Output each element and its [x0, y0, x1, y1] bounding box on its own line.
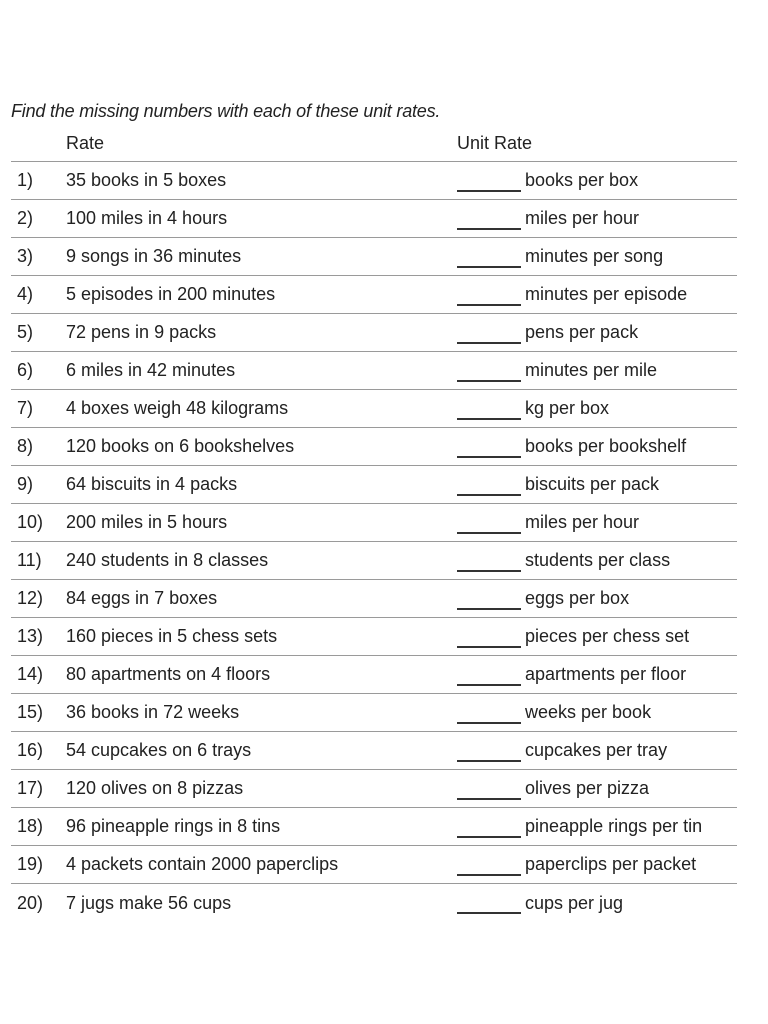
answer-blank[interactable]: [457, 628, 521, 648]
answer-blank[interactable]: [457, 210, 521, 230]
problem-rate: 160 pieces in 5 chess sets: [66, 626, 278, 646]
problem-number: 3): [17, 246, 34, 266]
unit-label: minutes per mile: [525, 360, 658, 380]
unit-rate-cell: [457, 512, 737, 533]
unit-label: pieces per chess set: [525, 626, 690, 646]
problem-row: [11, 694, 737, 732]
problem-rate: 35 books in 5 boxes: [66, 170, 227, 190]
unit-rate-cell: [457, 284, 737, 305]
problem-number: 20): [17, 892, 44, 913]
answer-blank[interactable]: [457, 742, 521, 762]
answer-blank[interactable]: [457, 894, 521, 914]
header-unit-rate: Unit Rate: [457, 133, 533, 153]
problem-row: [11, 162, 737, 200]
unit-label: biscuits per pack: [525, 474, 660, 494]
unit-label: students per class: [525, 550, 671, 570]
unit-label: weeks per book: [525, 702, 652, 722]
problem-rate: 240 students in 8 classes: [66, 550, 269, 570]
unit-label: minutes per song: [525, 246, 664, 266]
answer-blank[interactable]: [457, 666, 521, 686]
problem-number: 4): [17, 284, 34, 304]
answer-blank[interactable]: [457, 438, 521, 458]
answer-blank[interactable]: [457, 172, 521, 192]
problem-rate: 7 jugs make 56 cups: [66, 892, 232, 913]
problem-rate: 5 episodes in 200 minutes: [66, 284, 276, 304]
unit-label: apartments per floor: [525, 664, 687, 684]
answer-blank[interactable]: [457, 780, 521, 800]
problem-number: 17): [17, 778, 44, 798]
answer-blank[interactable]: [457, 590, 521, 610]
unit-label: minutes per episode: [525, 284, 688, 304]
problem-number: 13): [17, 626, 44, 646]
header-rate: Rate: [66, 133, 105, 153]
unit-label: pineapple rings per tin: [525, 816, 703, 836]
problem-number: 5): [17, 322, 34, 342]
problem-row: [11, 618, 737, 656]
unit-label: cups per jug: [525, 892, 624, 913]
problem-row: [11, 390, 737, 428]
unit-rate-cell: [457, 170, 737, 191]
answer-blank[interactable]: [457, 856, 521, 876]
problem-row: [11, 200, 737, 238]
problem-row: [11, 238, 737, 276]
answer-blank[interactable]: [457, 514, 521, 534]
problem-row: [11, 770, 737, 808]
problem-number: 19): [17, 854, 44, 874]
problem-number: 7): [17, 398, 34, 418]
problem-row: [11, 884, 737, 922]
answer-blank[interactable]: [457, 324, 521, 344]
unit-label: olives per pizza: [525, 778, 650, 798]
unit-label: kg per box: [525, 398, 610, 418]
table-header: [11, 126, 737, 162]
unit-rate-cell: [457, 322, 737, 343]
unit-rate-cell: [457, 398, 737, 419]
problem-rate: 4 boxes weigh 48 kilograms: [66, 398, 289, 418]
problem-number: 2): [17, 208, 34, 228]
problem-rate: 120 olives on 8 pizzas: [66, 778, 244, 798]
unit-rate-cell: [457, 740, 737, 761]
problem-number: 10): [17, 512, 44, 532]
problem-number: 1): [17, 170, 34, 190]
answer-blank[interactable]: [457, 248, 521, 268]
unit-rate-cell: [457, 816, 737, 837]
problem-row: [11, 656, 737, 694]
unit-label: miles per hour: [525, 512, 640, 532]
problem-row: [11, 732, 737, 770]
problem-rate: 200 miles in 5 hours: [66, 512, 228, 532]
instructions: Find the missing numbers with each of these unit rates.: [11, 101, 441, 121]
problem-rate: 72 pens in 9 packs: [66, 322, 217, 342]
unit-rate-cell: [457, 550, 737, 571]
problem-rate: 100 miles in 4 hours: [66, 208, 228, 228]
answer-blank[interactable]: [457, 400, 521, 420]
answer-blank[interactable]: [457, 552, 521, 572]
unit-rate-cell: [457, 208, 737, 229]
unit-label: paperclips per packet: [525, 854, 697, 874]
problem-rate: 4 packets contain 2000 paperclips: [66, 854, 339, 874]
problem-rate: 54 cupcakes on 6 trays: [66, 740, 252, 760]
problem-row: [11, 542, 737, 580]
unit-rate-cell: [457, 664, 737, 685]
unit-label: books per bookshelf: [525, 436, 687, 456]
unit-rate-cell: [457, 588, 737, 609]
unit-rate-cell: [457, 246, 737, 267]
problem-rate: 84 eggs in 7 boxes: [66, 588, 218, 608]
worksheet: [11, 96, 737, 922]
problem-number: 9): [17, 474, 34, 494]
problem-number: 18): [17, 816, 44, 836]
problem-number: 16): [17, 740, 44, 760]
problem-row: [11, 808, 737, 846]
answer-blank[interactable]: [457, 362, 521, 382]
problem-number: 6): [17, 360, 34, 380]
unit-label: pens per pack: [525, 322, 639, 342]
unit-rate-cell: [457, 436, 737, 457]
answer-blank[interactable]: [457, 286, 521, 306]
unit-rate-cell: [457, 778, 737, 799]
answer-blank[interactable]: [457, 476, 521, 496]
problem-rate: 96 pineapple rings in 8 tins: [66, 816, 281, 836]
answer-blank[interactable]: [457, 704, 521, 724]
unit-label: miles per hour: [525, 208, 640, 228]
problem-row: [11, 504, 737, 542]
problem-row: [11, 846, 737, 884]
unit-rate-cell: [457, 360, 737, 381]
problem-number: 11): [17, 550, 42, 570]
problem-rate: 64 biscuits in 4 packs: [66, 474, 238, 494]
problem-rate: 6 miles in 42 minutes: [66, 360, 236, 380]
problem-row: [11, 314, 737, 352]
problem-number: 8): [17, 436, 34, 456]
problem-row: [11, 352, 737, 390]
problem-row: [11, 428, 737, 466]
problem-rate: 80 apartments on 4 floors: [66, 664, 271, 684]
answer-blank[interactable]: [457, 818, 521, 838]
problem-row: [11, 276, 737, 314]
unit-rate-cell: [457, 626, 737, 647]
problem-list: [11, 162, 737, 922]
unit-label: cupcakes per tray: [525, 740, 668, 760]
unit-rate-cell: [457, 893, 737, 914]
problem-number: 12): [17, 588, 44, 608]
problem-number: 14): [17, 664, 44, 684]
problem-rate: 120 books on 6 bookshelves: [66, 436, 295, 456]
unit-label: books per box: [525, 170, 639, 190]
unit-rate-cell: [457, 854, 737, 875]
problem-rate: 9 songs in 36 minutes: [66, 246, 242, 266]
problem-row: [11, 580, 737, 618]
unit-rate-cell: [457, 474, 737, 495]
problem-row: [11, 466, 737, 504]
problem-number: 15): [17, 702, 44, 722]
unit-label: eggs per box: [525, 588, 630, 608]
unit-rate-cell: [457, 702, 737, 723]
problem-rate: 36 books in 72 weeks: [66, 702, 240, 722]
